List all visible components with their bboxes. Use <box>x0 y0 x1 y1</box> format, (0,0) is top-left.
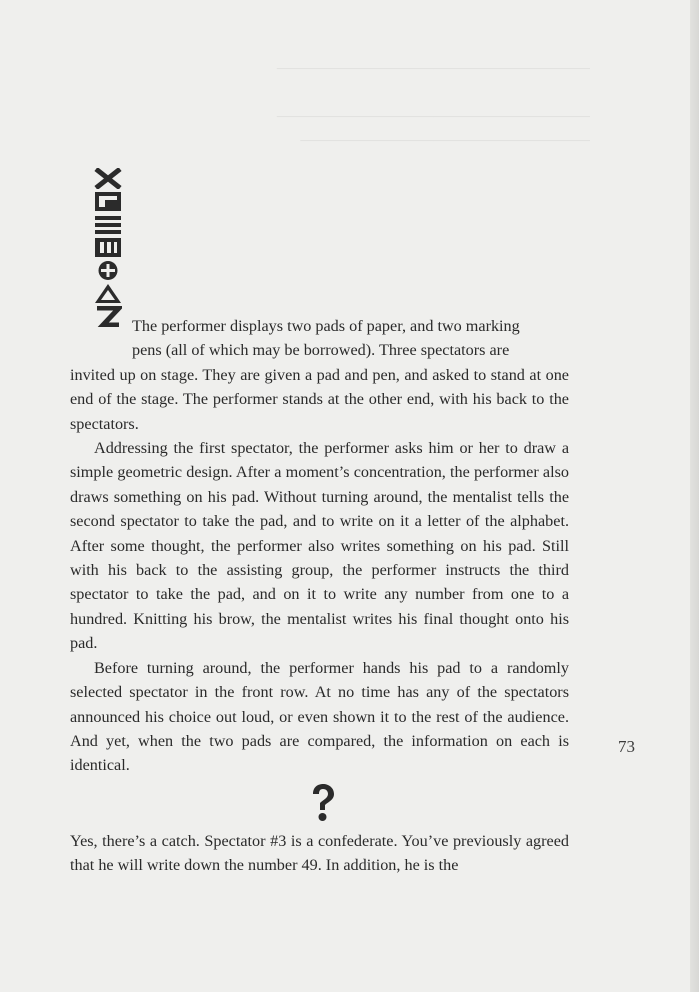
question-mark-icon <box>308 783 338 823</box>
ornament-glyph-6-icon <box>94 283 122 304</box>
body-text <box>70 314 569 778</box>
ornament-glyph-5-icon <box>94 260 122 281</box>
bleed-through-texture: ──────────────────────────────────────── ──────────────────────────────────────── ───────────────────────────────────── <box>276 62 590 149</box>
paragraph-1-line-2: pens (all of which may be borrowed). Three spectators are <box>132 341 510 360</box>
paragraph-1-line-1: The performer displays two pads of paper, and two marking <box>132 317 520 335</box>
paragraph-4: Yes, there’s a catch. Spectator #3 is a confederate. You’ve previously agreed that he will write down the number 49. In addition, he is the <box>70 832 569 875</box>
paragraph-3: Before turning around, the performer hands his pad to a randomly selected spectator in the front row. At no time has any of the spectators announced his choice out loud, or even shown it to the rest of the audience. And yet, when the two pads are compared, the information on each is identical. <box>70 658 569 775</box>
ornament-glyph-1-icon <box>94 168 122 189</box>
ornament-glyph-2-icon <box>94 191 122 212</box>
ornament-glyph-3-icon <box>94 214 122 235</box>
ornamental-initial <box>94 168 130 329</box>
page-edge-shadow <box>690 0 699 992</box>
ornament-glyph-4-icon <box>94 237 122 258</box>
paragraph-1-rest: invited up on stage. They are given a pad and pen, and asked to stand at one end of the stage. The performer stands at the other end, with his back to the spectators. <box>70 365 569 433</box>
paragraph-2: Addressing the first spectator, the performer asks him or her to draw a simple geometric design. After a moment’s concentration, the performer also draws something on his pad. Without turning around, the mentalist tells the second spectator to take the pad, and to write on it a letter of the alphabet. After some thought, the performer also writes something on his pad. Still with his back to the assisting group, the performer instructs the third spectator to take the pad, and on it to write any number from one to a hundred. Knitting his brow, the mentalist writes his final thought onto his pad. <box>70 439 569 653</box>
page-number: 73 <box>618 737 635 756</box>
